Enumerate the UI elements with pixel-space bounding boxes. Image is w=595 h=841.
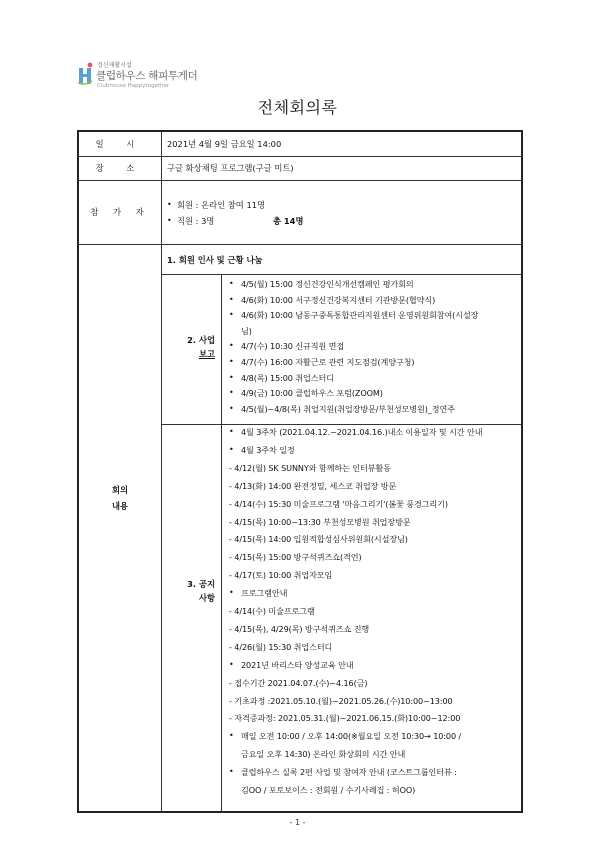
logo-english: Clubhouse Happytogether xyxy=(97,83,170,89)
section-greetings: 1. 회원 인사 및 근황 나눔 xyxy=(167,255,263,265)
bullet-icon: • xyxy=(229,372,234,382)
notice-item: - 접수기간 2021.04.07.(수)~4.16(금) xyxy=(229,677,368,688)
bullet-icon: • xyxy=(229,310,234,320)
subsection-divider xyxy=(221,274,222,813)
bullet-icon: • xyxy=(229,588,234,598)
logo xyxy=(76,56,216,96)
row-divider xyxy=(79,180,521,181)
row-divider xyxy=(161,274,521,275)
bullet-icon: • xyxy=(229,403,234,413)
notice-item: - 4/15(목) 14:00 입원적합성심사위원회(시설장님) xyxy=(229,534,408,545)
notice-item: - 자격증과정: 2021.05.31.(월)~2021.06.15.(화)10:00~12:00 xyxy=(229,713,461,724)
logo-name: 클럽하우스 해피투게더 xyxy=(96,70,198,82)
row-divider xyxy=(79,244,521,245)
meeting-content-label-1: 회의 xyxy=(111,485,129,495)
report-item: 4/7(수) 10:30 신규직원 면접 xyxy=(241,341,345,352)
report-item: 4/9(금) 10:00 클럽하우스 포럼(ZOOM) xyxy=(241,388,383,399)
notice-item: 금요일 오후 14:30) 온라인 화상회의 시간 안내 xyxy=(241,749,406,760)
logo-subtitle: 정신재활시설 xyxy=(97,62,132,69)
notice-item: - 기초과정 :2021.05.10.(월)~2021.05.26.(수)10:00~13:00 xyxy=(229,695,453,706)
report-item: 님) xyxy=(241,325,252,336)
notice-item: - 4/14(수) 15:30 미술프로그램 '마음그리기'(봄꽃 풍경그리기) xyxy=(229,498,448,509)
bullet-icon: • xyxy=(167,200,172,209)
notice-item: 김OO / 포토보이스 : 전회원 / 수기사례집 : 허OO) xyxy=(241,785,416,795)
attendees-label: 참 가 자 xyxy=(90,207,150,217)
attendee-total: 총 14명 xyxy=(273,216,304,226)
date-label: 일 시 xyxy=(95,139,145,149)
place-label: 장 소 xyxy=(95,163,145,173)
notices-label-1: 3. 공지 xyxy=(187,579,215,589)
notice-item: 4월 3주차 일정 xyxy=(241,444,295,455)
bullet-icon: • xyxy=(229,341,234,351)
bullet-icon: • xyxy=(229,731,234,741)
bullet-icon: • xyxy=(229,444,234,454)
document-title: 전체회의록 xyxy=(257,98,338,117)
row-divider xyxy=(161,424,521,425)
bullet-icon: • xyxy=(229,767,234,777)
notice-item: - 4/15(목) 10:00~13:30 부천성모병원 취업장방문 xyxy=(229,516,411,527)
bullet-icon: • xyxy=(229,294,234,304)
bullet-icon: • xyxy=(229,659,234,669)
report-item: 4/6(화) 10:00 서구정신건강복지센터 기관방문(협약식) xyxy=(241,294,436,305)
bullet-icon: • xyxy=(229,279,234,288)
meeting-content-label-2: 내용 xyxy=(111,501,129,511)
notices-label-2: 사항 xyxy=(198,593,215,603)
business-report-label-2: 보고 xyxy=(198,349,215,359)
column-divider xyxy=(161,132,162,813)
report-item: 4/5(월) 15:00 정신건강인식개선캠페인 평가회의 xyxy=(241,279,414,289)
date-value: 2021년 4월 9일 금요일 14:00 xyxy=(167,139,282,149)
minutes-table xyxy=(77,130,523,813)
notice-item: - 4/14(수) 미술프로그램 xyxy=(229,606,315,616)
report-item: 4/8(목) 15:00 취업스터디 xyxy=(241,372,334,383)
page-number: - 1 - xyxy=(289,818,306,827)
notice-item: 매일 오전 10:00 / 오후 14:00(※월요일 오전 10:30→ 10:00 / xyxy=(241,731,462,742)
bullet-icon: • xyxy=(229,357,234,366)
row-divider xyxy=(79,156,521,157)
business-report-label-1: 2. 사업 xyxy=(187,335,215,345)
report-item: 4/5(월)~4/8(목) 취업지원(취업장방문/부천성모병원)_정연주 xyxy=(241,403,455,414)
notice-item: - 4/13(화) 14:00 완전정밀, 세스코 취업장 방문 xyxy=(229,480,397,491)
place-value: 구글 화상채팅 프로그램(구글 미트) xyxy=(167,163,294,173)
notice-item: 프로그램안내 xyxy=(241,588,288,599)
notice-item: - 4/26(월) 15:30 취업스터디 xyxy=(229,641,333,652)
bullet-icon: • xyxy=(167,216,172,225)
report-item: 4/6(화) 10:00 남동구중독통합관리지원센터 운영위원회참여(시설장 xyxy=(241,310,479,321)
clubhouse-logo-icon xyxy=(76,62,94,86)
notice-item: 2021년 바리스타 양성교육 안내 xyxy=(241,659,354,670)
report-item: 4/7(수) 16:00 자활근로 관련 지도점검(계양구청) xyxy=(241,357,415,367)
notice-item: - 4/15(목), 4/29(목) 방구석퀴즈쇼 진행 xyxy=(229,623,370,634)
notice-item: - 4/12(월) SK SUNNY와 함께하는 인터뷰활동 xyxy=(229,462,391,473)
notice-item: - 4/17(토) 10:00 취업자모임 xyxy=(229,570,333,581)
attendee-members: 회원 : 온라인 참여 11명 xyxy=(177,200,266,210)
bullet-icon: • xyxy=(229,388,234,398)
notice-item: - 4/15(목) 15:00 방구석퀴즈쇼(격언) xyxy=(229,552,362,563)
bullet-icon: • xyxy=(229,427,234,436)
notice-item: 클럽하우스 실록 2편 사업 및 참여자 안내 (코스트그룹인터뷰 : xyxy=(241,767,457,778)
attendee-staff: 직원 : 3명 xyxy=(177,216,215,226)
notice-item: 4월 3주차 (2021.04.12.~2021.04.16.)내소 이용일자 및 시간 안내 xyxy=(241,427,483,437)
